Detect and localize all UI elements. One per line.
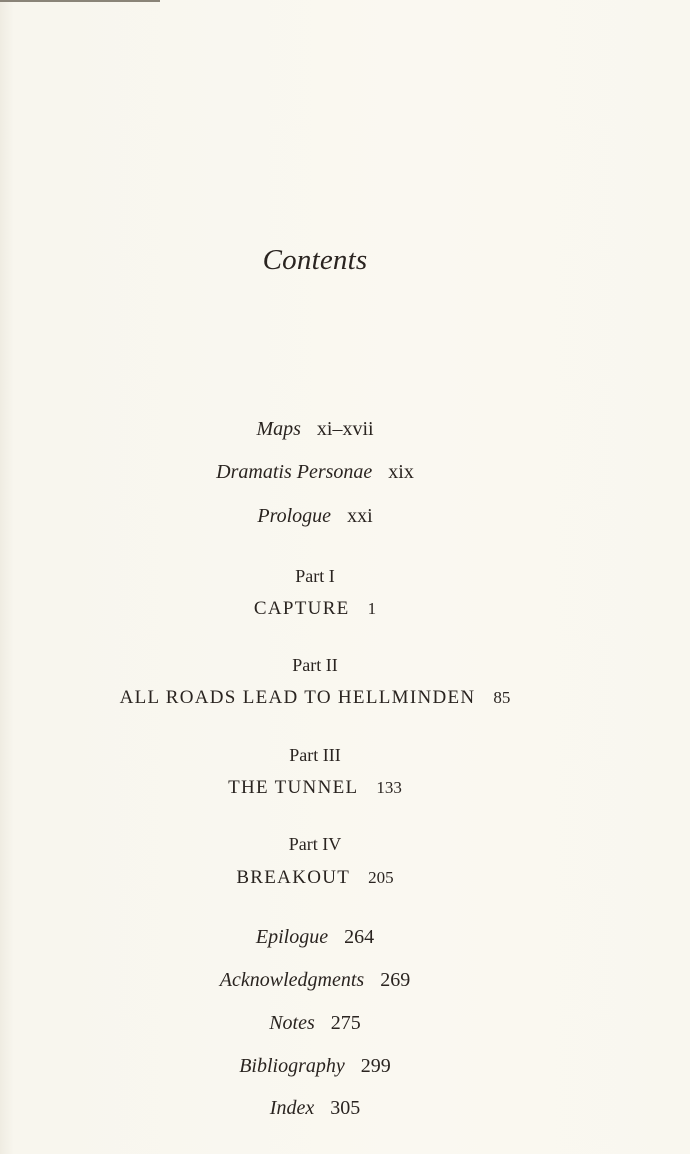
toc-entry-part-4 bbox=[0, 866, 630, 889]
toc-entry-index bbox=[0, 1097, 630, 1120]
toc-entry-prologue bbox=[0, 505, 630, 528]
toc-entry-label: Index bbox=[269, 1097, 315, 1119]
toc-entry-part-2 bbox=[0, 686, 630, 709]
toc-entry-acknowledgments bbox=[0, 969, 630, 992]
part-label-1: Part I bbox=[295, 566, 335, 586]
toc-entry-page: 305 bbox=[330, 1097, 361, 1119]
toc-entry-page: xi–xvii bbox=[316, 418, 374, 440]
part-label-4: Part IV bbox=[288, 834, 342, 854]
toc-entry-epilogue bbox=[0, 926, 630, 949]
part-title: THE TUNNEL bbox=[228, 777, 359, 798]
toc-entry-page: 1 bbox=[367, 599, 377, 618]
toc-entry-label: Maps bbox=[256, 418, 301, 440]
toc-entry-page: 85 bbox=[493, 688, 511, 707]
toc-entry-label: Acknowledgments bbox=[219, 969, 365, 991]
toc-entry-page: xxi bbox=[347, 505, 373, 527]
toc-entry-page: 269 bbox=[380, 969, 411, 991]
toc-entry-page: 275 bbox=[330, 1012, 361, 1034]
toc-entry-page: 264 bbox=[344, 926, 375, 948]
part-title: CAPTURE bbox=[253, 598, 350, 619]
toc-entry-label: Dramatis Personae bbox=[216, 461, 373, 483]
toc-entry-label: Notes bbox=[269, 1012, 315, 1034]
page-edge-rule bbox=[0, 0, 160, 2]
toc-entry-notes bbox=[0, 1012, 630, 1035]
toc-entry-page: xix bbox=[388, 461, 414, 483]
part-label-2: Part II bbox=[292, 655, 338, 675]
toc-entry-part-1 bbox=[0, 597, 630, 620]
toc-entry-bibliography bbox=[0, 1055, 630, 1078]
toc-entry-page: 133 bbox=[376, 778, 402, 797]
toc-entry-label: Epilogue bbox=[255, 926, 329, 948]
toc-entry-label: Bibliography bbox=[239, 1055, 345, 1077]
toc-entry-page: 299 bbox=[360, 1055, 391, 1077]
toc-entry-page: 205 bbox=[368, 868, 394, 887]
toc-entry-maps bbox=[0, 418, 630, 441]
part-title: ALL ROADS LEAD TO HELLMINDEN bbox=[119, 687, 476, 708]
toc-entry-part-3 bbox=[0, 776, 630, 799]
toc-entry-dramatis-personae bbox=[0, 461, 630, 484]
part-label-3: Part III bbox=[289, 745, 341, 765]
page-title: Contents bbox=[262, 244, 368, 276]
part-title: BREAKOUT bbox=[236, 867, 351, 888]
toc-entry-label: Prologue bbox=[257, 505, 332, 527]
